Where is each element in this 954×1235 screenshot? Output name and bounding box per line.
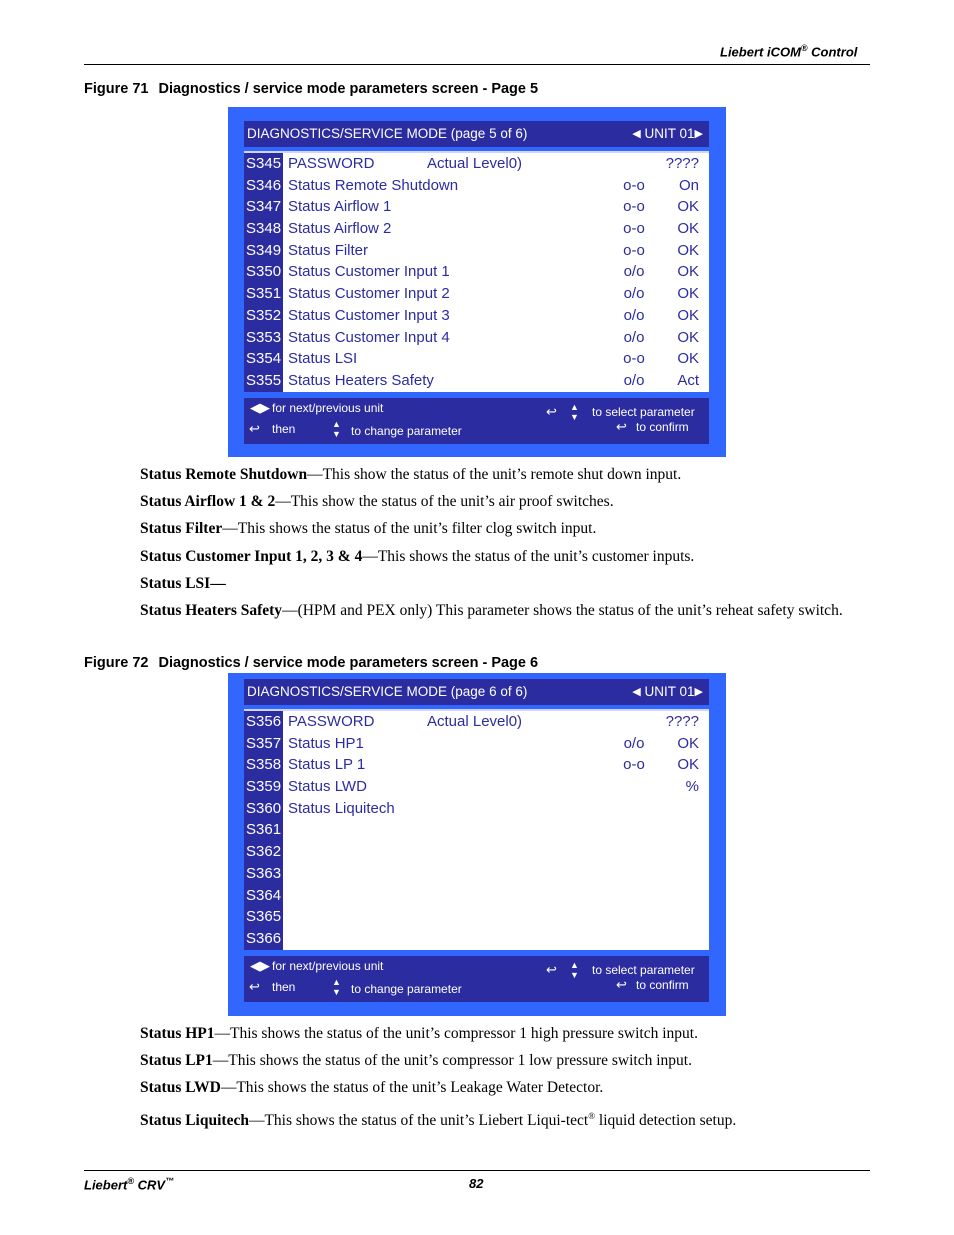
description-paragraph <box>140 575 872 593</box>
parameter-id: S352 <box>244 305 283 327</box>
up-down-arrows-icon: ▲ ▼ <box>570 401 579 422</box>
term: Status Liquitech <box>140 1112 249 1130</box>
parameter-id: S346 <box>244 175 283 197</box>
parameter-row[interactable] <box>244 261 709 283</box>
parameter-id: S360 <box>244 798 283 820</box>
parameter-value: OK <box>677 241 699 259</box>
unit-selector[interactable]: ◀ UNIT 01▶ <box>632 679 703 705</box>
parameter-row[interactable] <box>244 798 709 820</box>
description-paragraph: Status HP1—This shows the status of the unit’s compressor 1 high pressure switch input. <box>140 1025 698 1042</box>
enter-icon: ↩ <box>249 420 260 436</box>
term: Status LWD <box>140 1079 221 1096</box>
parameter-value: ???? <box>665 713 699 730</box>
parameter-row[interactable] <box>244 218 709 240</box>
parameter-id: S362 <box>244 841 283 863</box>
description-paragraph: Status Heaters Safety—(HPM and PEX only) This parameter shows the status of the unit’s reheat safety switch. <box>140 602 843 619</box>
parameter-id: S351 <box>244 283 283 305</box>
io-indicator: o/o <box>623 371 645 389</box>
parameter-name: Status LWD <box>288 778 367 796</box>
parameter-value: OK <box>677 328 699 346</box>
parameter-id: S364 <box>244 885 283 907</box>
parameter-value: OK <box>677 350 699 368</box>
parameter-id: S345 <box>244 153 283 175</box>
io-indicator: o/o <box>623 306 645 324</box>
parameter-name: Status Heaters Safety <box>288 371 434 389</box>
parameter-name: Status HP1 <box>288 734 364 752</box>
io-indicator: o-o <box>623 220 645 238</box>
parameter-name: Status Airflow 1 <box>288 198 392 216</box>
up-down-arrows-icon: ▲ ▼ <box>332 418 341 439</box>
parameter-list <box>244 153 709 392</box>
io-indicator: o/o <box>623 328 645 346</box>
screen-header <box>244 679 709 705</box>
term: Status LP1 <box>140 1052 213 1069</box>
description-paragraph: Status Remote Shutdown—This show the status of the unit’s remote shut down input. <box>140 466 682 483</box>
left-arrow-icon[interactable]: ◀ <box>632 686 641 698</box>
description-paragraph: Status Customer Input 1, 2, 3 & 4—This shows the status of the unit’s customer inputs. <box>140 548 695 565</box>
footer-rule <box>84 1170 870 1171</box>
parameter-name: PASSWORD <box>288 713 375 730</box>
io-indicator: o-o <box>623 756 645 774</box>
enter-icon: ↩ <box>546 403 557 419</box>
io-indicator: o/o <box>623 263 645 281</box>
parameter-id: S349 <box>244 240 283 262</box>
description-paragraph: Status LWD—This shows the status of the unit’s Leakage Water Detector. <box>140 1079 604 1096</box>
io-indicator: o-o <box>623 241 645 259</box>
parameter-row[interactable] <box>244 370 709 392</box>
parameter-id: S353 <box>244 327 283 349</box>
parameter-value: ???? <box>665 155 699 172</box>
term: Status Customer Input 1, 2, 3 & 4 <box>140 548 363 565</box>
footer-product: Liebert® CRV™ <box>84 1176 175 1193</box>
parameter-row[interactable] <box>244 754 709 776</box>
term: Status Remote Shutdown <box>140 466 308 483</box>
up-down-arrows-icon: ▲ ▼ <box>570 959 579 980</box>
figure-72-screen <box>228 673 726 1016</box>
parameter-row[interactable] <box>244 906 709 928</box>
parameter-name: PASSWORD <box>288 155 375 172</box>
parameter-row[interactable] <box>244 196 709 218</box>
parameter-name: Status Customer Input 2 <box>288 285 450 303</box>
figure-71-screen <box>228 107 726 457</box>
parameter-id: S361 <box>244 819 283 841</box>
parameter-id: S354 <box>244 348 283 370</box>
parameter-value: OK <box>677 306 699 324</box>
figure-71-caption: Figure 71 Diagnostics / service mode parameters screen - Page 5 <box>84 81 539 97</box>
parameter-id: S350 <box>244 261 283 283</box>
parameter-extra: Actual Level0) <box>427 155 523 172</box>
left-right-arrows-icon: ◀▶ <box>250 399 270 415</box>
parameter-id: S363 <box>244 863 283 885</box>
parameter-id: S355 <box>244 370 283 392</box>
parameter-name: Status Customer Input 1 <box>288 263 450 281</box>
enter-icon: ↩ <box>546 961 557 977</box>
screen-title: DIAGNOSTICS/SERVICE MODE (page 5 of 6) <box>247 126 528 141</box>
parameter-row[interactable] <box>244 711 709 733</box>
unit-selector[interactable]: ◀ UNIT 01▶ <box>632 121 703 147</box>
enter-icon: ↩ <box>249 978 260 994</box>
parameter-id: S357 <box>244 733 283 755</box>
right-arrow-icon[interactable]: ▶ <box>694 128 703 140</box>
figure-72-caption: Figure 72 Diagnostics / service mode parameters screen - Page 6 <box>84 655 539 671</box>
parameter-id: S366 <box>244 928 283 950</box>
io-indicator: o/o <box>623 734 645 752</box>
term: Status LSI— <box>140 575 226 592</box>
up-down-arrows-icon: ▲ ▼ <box>332 976 341 997</box>
parameter-value: OK <box>677 285 699 303</box>
parameter-row[interactable] <box>244 863 709 885</box>
key-legend: ◀▶ for next/previous unit ↩ then ▲ ▼ to change parameter ↩ ▲ ▼ to select parameter ↩ to confirm <box>244 398 709 444</box>
parameter-value: On <box>678 176 699 194</box>
parameter-value: OK <box>677 220 699 238</box>
parameter-name: Status Customer Input 4 <box>288 328 450 346</box>
parameter-row[interactable] <box>244 175 709 197</box>
parameter-row[interactable] <box>244 305 709 327</box>
parameter-name: Status LP 1 <box>288 756 366 774</box>
description-paragraph: Status Airflow 1 & 2—This show the status of the unit’s air proof switches. <box>140 493 614 510</box>
description-paragraph: Status LP1—This shows the status of the unit’s compressor 1 low pressure switch input. <box>140 1052 692 1069</box>
screen-header <box>244 121 709 147</box>
io-indicator: o-o <box>623 176 645 194</box>
description-paragraph: Status Liquitech—This shows the status of the unit’s Liebert Liqui-tect® liquid detection setup. <box>140 1111 737 1130</box>
page-number: 82 <box>469 1176 484 1191</box>
parameter-id: S358 <box>244 754 283 776</box>
left-right-arrows-icon: ◀▶ <box>250 957 270 973</box>
parameter-value: OK <box>677 198 699 216</box>
parameter-row[interactable] <box>244 348 709 370</box>
parameter-row[interactable] <box>244 283 709 305</box>
parameter-name: Status Remote Shutdown <box>288 176 459 194</box>
parameter-row[interactable] <box>244 819 709 841</box>
description-paragraph: Status Filter—This shows the status of the unit’s filter clog switch input. <box>140 520 597 537</box>
parameter-value: OK <box>677 263 699 281</box>
term: Status Filter <box>140 520 223 537</box>
parameter-row[interactable] <box>244 841 709 863</box>
parameter-name: Status Liquitech <box>288 799 395 817</box>
parameter-value: Act <box>677 371 699 389</box>
parameter-name: Status LSI <box>288 350 358 368</box>
parameter-id: S365 <box>244 906 283 928</box>
parameter-id: S359 <box>244 776 283 798</box>
parameter-row[interactable] <box>244 240 709 262</box>
parameter-name: Status Airflow 2 <box>288 220 392 238</box>
parameter-value: OK <box>677 756 699 774</box>
parameter-id: S348 <box>244 218 283 240</box>
parameter-name: Status Customer Input 3 <box>288 306 450 324</box>
header-rule <box>84 64 870 65</box>
parameter-id: S356 <box>244 711 283 733</box>
enter-icon: ↩ <box>616 418 627 434</box>
parameter-row[interactable] <box>244 327 709 349</box>
key-legend: ◀▶ for next/previous unit ↩ then ▲ ▼ to change parameter ↩ ▲ ▼ to select parameter ↩ to confirm <box>244 956 709 1002</box>
term: Status HP1 <box>140 1025 215 1042</box>
term: Status Airflow 1 & 2 <box>140 493 276 510</box>
parameter-list <box>244 711 709 950</box>
parameter-value: OK <box>677 734 699 752</box>
parameter-row[interactable] <box>244 776 709 798</box>
io-indicator: o-o <box>623 198 645 216</box>
right-arrow-icon[interactable]: ▶ <box>694 686 703 698</box>
parameter-row[interactable] <box>244 733 709 755</box>
screen-title: DIAGNOSTICS/SERVICE MODE (page 6 of 6) <box>247 684 528 699</box>
parameter-row[interactable] <box>244 153 709 175</box>
parameter-value: % <box>685 778 699 796</box>
parameter-row[interactable] <box>244 885 709 907</box>
running-header: Liebert iCOM® Control <box>720 43 858 60</box>
enter-icon: ↩ <box>616 976 627 992</box>
parameter-extra: Actual Level0) <box>427 713 523 730</box>
parameter-row[interactable] <box>244 928 709 950</box>
io-indicator: o-o <box>623 350 645 368</box>
left-arrow-icon[interactable]: ◀ <box>632 128 641 140</box>
term: Status Heaters Safety <box>140 602 283 619</box>
parameter-name: Status Filter <box>288 241 369 259</box>
io-indicator: o/o <box>623 285 645 303</box>
parameter-id: S347 <box>244 196 283 218</box>
